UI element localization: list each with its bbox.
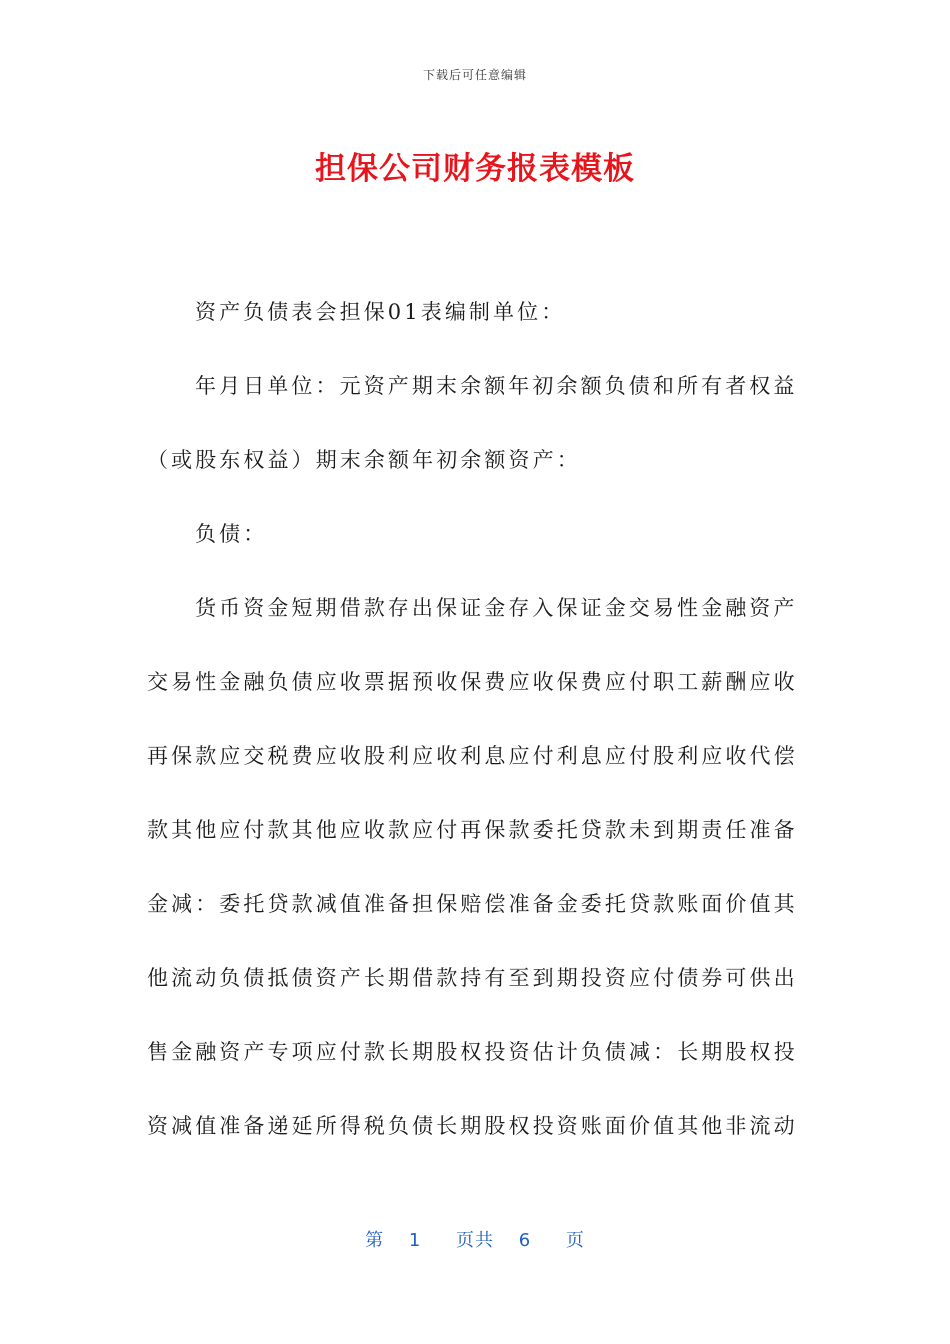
header-note: 下载后可任意编辑: [422, 68, 527, 82]
body-line: 资减值准备递延所得税负债长期股权投资账面价值其他非流动: [147, 1114, 798, 1138]
body-line: 货币资金短期借款存出保证金存入保证金交易性金融资产: [195, 596, 798, 620]
paragraph-unit: [147, 275, 797, 349]
paragraph-items: [147, 571, 797, 1163]
document-title: 担保公司财务报表模板: [315, 151, 635, 187]
page-mid: 页共: [456, 1230, 494, 1251]
paragraph-header: [147, 349, 797, 497]
body-line: 款其他应付款其他应收款应付再保款委托贷款未到期责任准备: [147, 818, 798, 842]
body-line: 负债：: [195, 522, 268, 546]
body-line: 他流动负债抵债资产长期借款持有至到期投资应付债券可供出: [147, 966, 798, 990]
body-line: 交易性金融负债应收票据预收保费应收保费应付职工薪酬应收: [147, 670, 798, 694]
page-total: 6: [518, 1230, 532, 1251]
body-line: 金减：委托贷款减值准备担保赔偿准备金委托贷款账面价值其: [147, 892, 798, 916]
body-line: 再保款应交税费应收股利应收利息应付利息应付股利应收代偿: [147, 744, 798, 768]
body-line: 售金融资产专项应付款长期股权投资估计负债减：长期股权投: [147, 1040, 798, 1064]
page-footer: [0, 1226, 950, 1252]
body-line: （或股东权益）期末余额年初余额资产：: [147, 448, 581, 472]
page-suffix: 页: [565, 1230, 585, 1251]
body-line: 年月日单位：元资产期末余额年初余额负债和所有者权益: [195, 374, 798, 398]
paragraph-liabilities: [147, 497, 797, 571]
body-line: 资产负债表会担保01表编制单位：: [195, 300, 566, 324]
document-body: [147, 275, 797, 1163]
page-prefix: 第: [365, 1230, 385, 1251]
page-number: 1: [408, 1230, 422, 1251]
